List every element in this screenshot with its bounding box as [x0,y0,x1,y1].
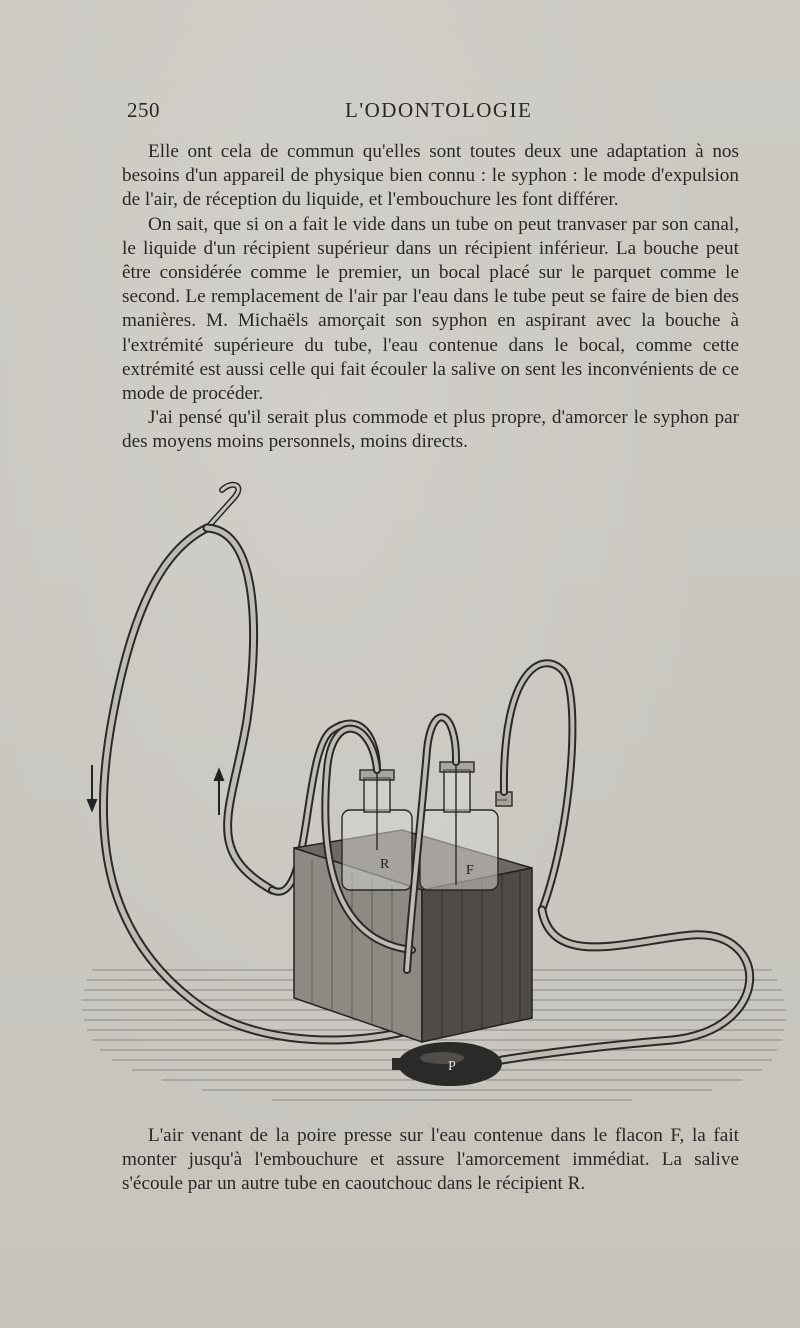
syphon-apparatus-illustration [72,470,792,1120]
flask-f-label: F [466,863,474,878]
paragraph-1: Elle ont cela de commun qu'elles sont toutes deux une adaptation à nos besoins d'un appareil de physique bien connu : le syphon : le mode d'expulsion de l'air, de réception du liquide, et l'embouchure les font différer. [122,141,739,211]
rubber-bulb-p [392,1042,502,1086]
journal-title: L'ODONTOLOGIE [345,98,533,122]
paragraph-3: J'ai pensé qu'il serait plus commode et plus propre, d'amorcer le syphon par des moyens moins personnels, moins directs. [122,407,739,453]
bulb-p-label: P [448,1059,456,1074]
figure-caption [122,1124,739,1197]
body-text [122,140,739,455]
flask-r [342,770,412,890]
engraving-svg [72,470,792,1120]
running-head [127,98,740,128]
flask-r-label: R [380,857,390,872]
paragraph-2: On sait, que si on a fait le vide dans un tube on peut tranvaser par son canal, le liquide d'un récipient supérieur dans un récipient inférieur. La bouche peut être considérée comme le premier, un bocal placé sur le parquet comme le second. Le remplacement de l'air par l'eau dans le tube peut se faire de bien des manières. M. Michaëls amorçait son syphon en aspirant avec la bouche à l'extrémité supérieure du tube, l'eau contenue dans le bocal, comme cette extrémité est aussi celle qui fait écouler la salive on sent les inconvénients de ce mode de procéder. [122,213,739,405]
caption-text: L'air venant de la poire presse sur l'eau contenue dans le flacon F, la fait monter jusqu'à l'embouchure et assure l'amorcement immédiat. La salive s'écoule par un autre tube en caoutchouc dans le récipient R. [122,1125,739,1195]
page-number: 250 [127,98,160,122]
